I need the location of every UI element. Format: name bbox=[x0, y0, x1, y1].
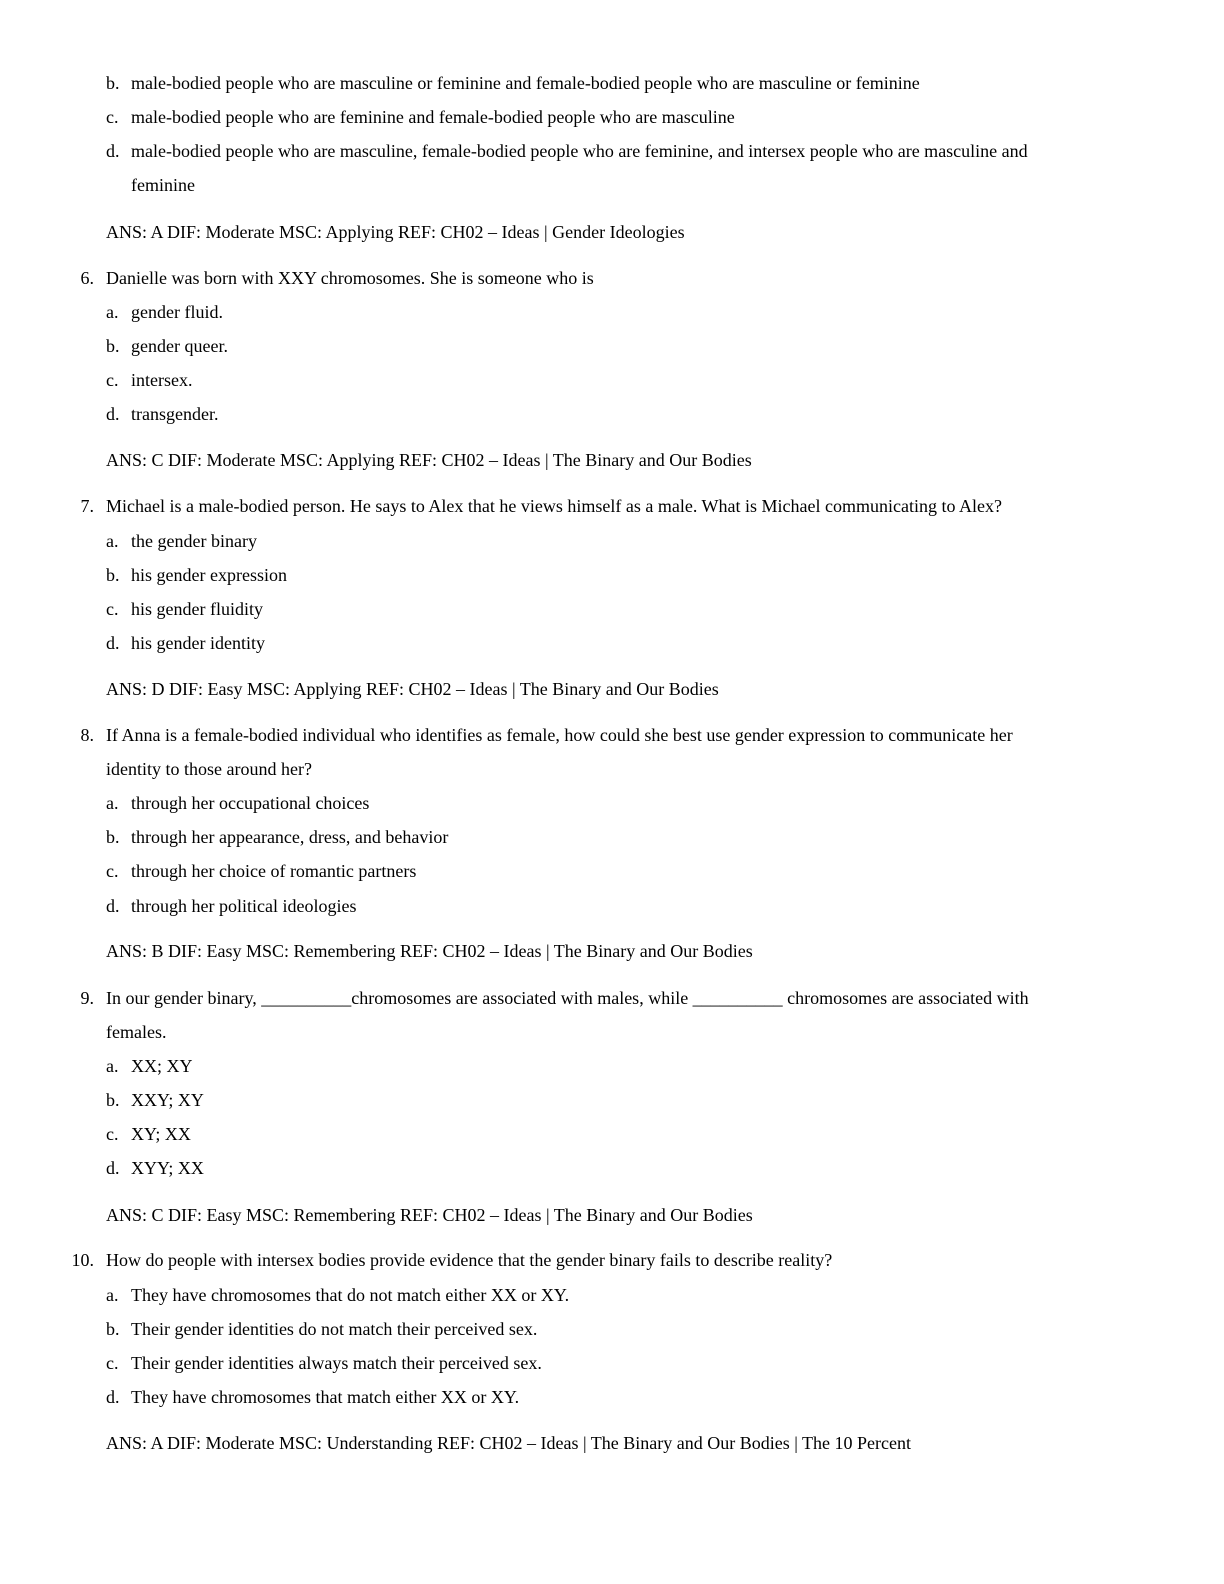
option-text: Their gender identities always match their perceived sex. bbox=[131, 1353, 542, 1373]
option-letter: b. bbox=[106, 73, 120, 93]
answer-key: ANS: A DIF: Moderate MSC: Understanding REF: CH02 – Ideas | The Binary and Our Bodies | The 10 Percent bbox=[106, 1433, 911, 1453]
question-stem: If Anna is a female-bodied individual who identifies as female, how could she best use gender expression to communicate her bbox=[106, 725, 1013, 745]
option-letter: b. bbox=[106, 336, 120, 356]
answer-key: ANS: C DIF: Moderate MSC: Applying REF: CH02 – Ideas | The Binary and Our Bodies bbox=[106, 450, 752, 470]
option-text: gender fluid. bbox=[131, 302, 223, 322]
option-letter: d. bbox=[106, 404, 120, 424]
question-stem-continued: females. bbox=[106, 1022, 167, 1042]
question-number: 9. bbox=[80, 988, 94, 1008]
option-letter: a. bbox=[106, 1056, 119, 1076]
option-letter: d. bbox=[106, 896, 120, 916]
question-number: 8. bbox=[80, 725, 94, 745]
option-text: his gender identity bbox=[131, 633, 265, 653]
option-text: male-bodied people who are masculine, female-bodied people who are feminine, and intersex people who are masculine and bbox=[131, 141, 1028, 161]
question-stem: In our gender binary, __________chromosomes are associated with males, while __________ chromosomes are associated with bbox=[106, 988, 1029, 1008]
option-letter: c. bbox=[106, 1124, 119, 1144]
option-text: transgender. bbox=[131, 404, 219, 424]
option-text: male-bodied people who are masculine or feminine and female-bodied people who are masculine or feminine bbox=[131, 73, 920, 93]
option-letter: b. bbox=[106, 565, 120, 585]
answer-key: ANS: C DIF: Easy MSC: Remembering REF: CH02 – Ideas | The Binary and Our Bodies bbox=[106, 1205, 753, 1225]
option-letter: c. bbox=[106, 861, 119, 881]
option-text: They have chromosomes that match either XX or XY. bbox=[131, 1387, 520, 1407]
option-text: through her choice of romantic partners bbox=[131, 861, 417, 881]
option-text: XXY; XY bbox=[131, 1090, 204, 1110]
option-letter: c. bbox=[106, 370, 119, 390]
answer-key: ANS: D DIF: Easy MSC: Applying REF: CH02 – Ideas | The Binary and Our Bodies bbox=[106, 679, 719, 699]
option-letter: a. bbox=[106, 1285, 119, 1305]
option-letter: a. bbox=[106, 302, 119, 322]
option-text: through her political ideologies bbox=[131, 896, 357, 916]
option-text: the gender binary bbox=[131, 531, 257, 551]
option-text: XY; XX bbox=[131, 1124, 191, 1144]
option-letter: d. bbox=[106, 141, 120, 161]
option-text: his gender expression bbox=[131, 565, 287, 585]
question-number: 7. bbox=[80, 496, 94, 516]
option-letter: b. bbox=[106, 1090, 120, 1110]
answer-key: ANS: B DIF: Easy MSC: Remembering REF: CH02 – Ideas | The Binary and Our Bodies bbox=[106, 941, 753, 961]
option-text: They have chromosomes that do not match either XX or XY. bbox=[131, 1285, 570, 1305]
answer-key: ANS: A DIF: Moderate MSC: Applying REF: CH02 – Ideas | Gender Ideologies bbox=[106, 222, 685, 242]
question-stem: Michael is a male-bodied person. He says to Alex that he views himself as a male. What is Michael communicating to Alex? bbox=[106, 496, 1002, 516]
option-text: male-bodied people who are feminine and female-bodied people who are masculine bbox=[131, 107, 735, 127]
question-number: 6. bbox=[80, 268, 94, 288]
option-letter: d. bbox=[106, 1387, 120, 1407]
option-letter: c. bbox=[106, 1353, 119, 1373]
question-stem: How do people with intersex bodies provide evidence that the gender binary fails to describe reality? bbox=[106, 1250, 833, 1270]
option-text: through her appearance, dress, and behavior bbox=[131, 827, 449, 847]
option-letter: d. bbox=[106, 1158, 120, 1178]
option-text: his gender fluidity bbox=[131, 599, 263, 619]
option-text: intersex. bbox=[131, 370, 193, 390]
option-letter: b. bbox=[106, 1319, 120, 1339]
option-letter: b. bbox=[106, 827, 120, 847]
option-text: gender queer. bbox=[131, 336, 228, 356]
option-letter: a. bbox=[106, 531, 119, 551]
option-letter: c. bbox=[106, 599, 119, 619]
option-text-continued: feminine bbox=[131, 175, 195, 195]
option-letter: c. bbox=[106, 107, 119, 127]
question-stem-continued: identity to those around her? bbox=[106, 759, 312, 779]
option-letter: d. bbox=[106, 633, 120, 653]
option-letter: a. bbox=[106, 793, 119, 813]
option-text: through her occupational choices bbox=[131, 793, 370, 813]
option-text: Their gender identities do not match their perceived sex. bbox=[131, 1319, 538, 1339]
question-stem: Danielle was born with XXY chromosomes. She is someone who is bbox=[106, 268, 594, 288]
question-number: 10. bbox=[71, 1250, 94, 1270]
option-text: XX; XY bbox=[131, 1056, 193, 1076]
option-text: XYY; XX bbox=[131, 1158, 204, 1178]
